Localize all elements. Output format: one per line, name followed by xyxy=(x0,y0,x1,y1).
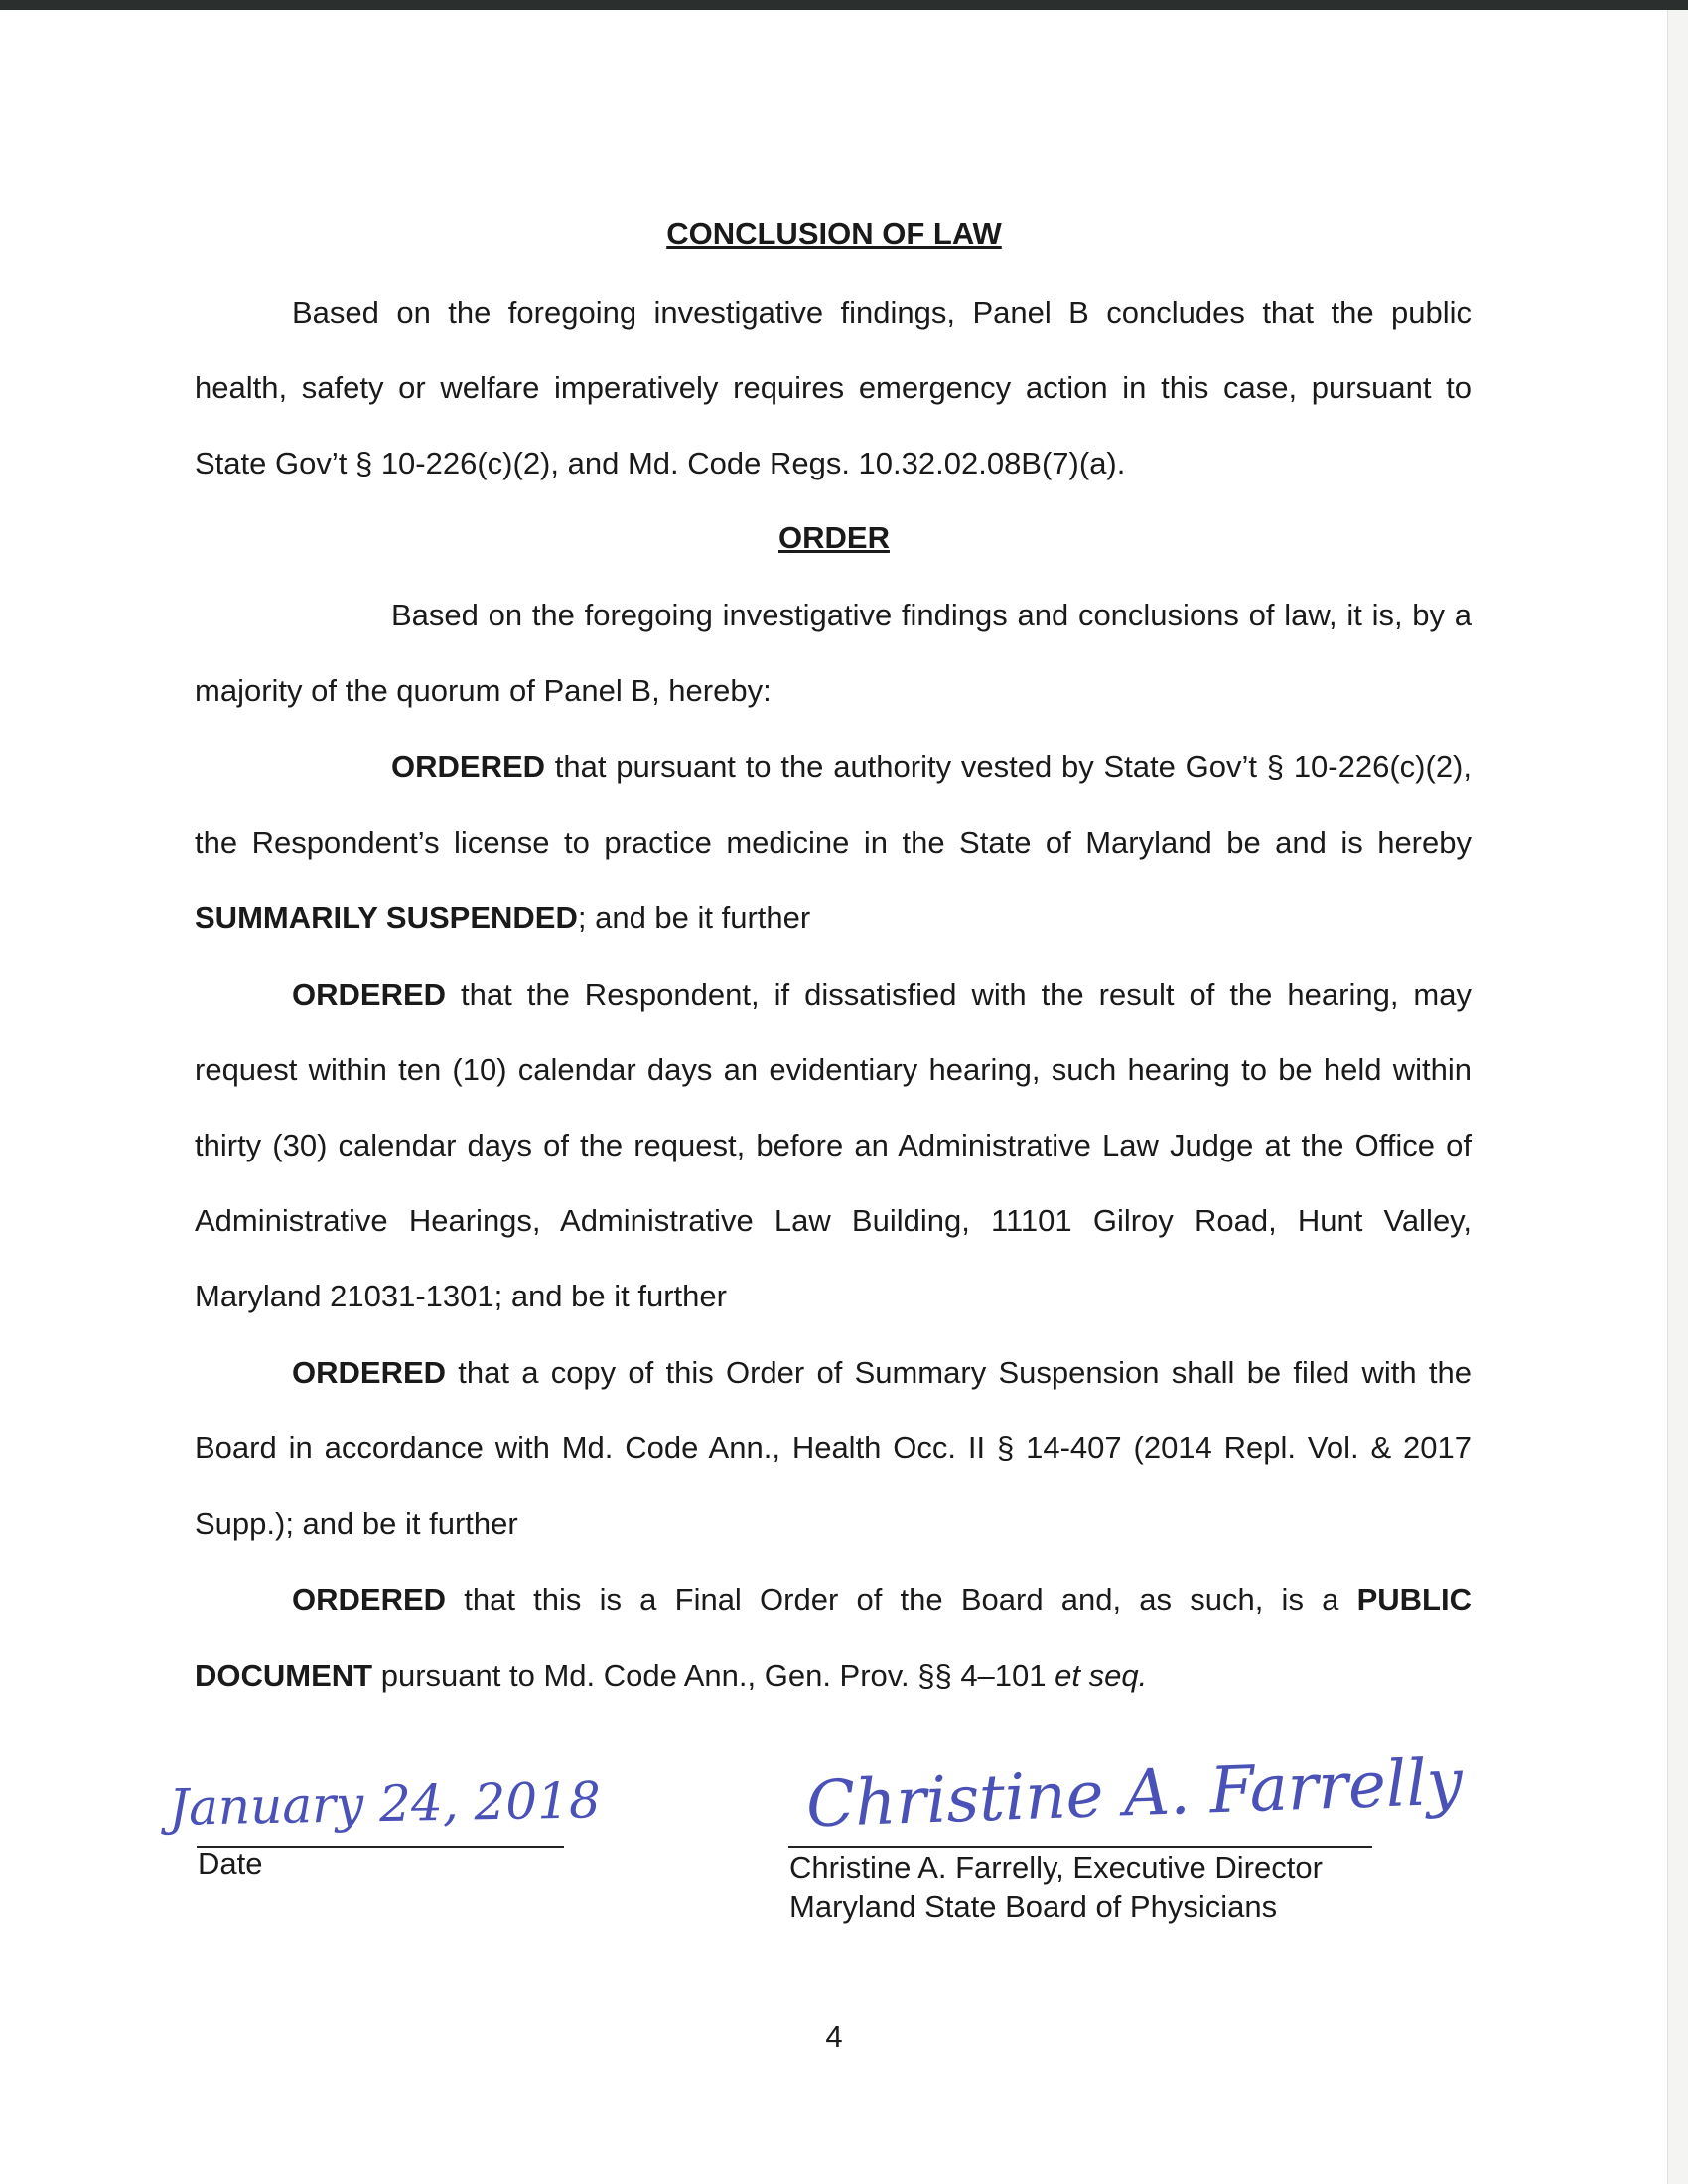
order-intro-text: Based on the foregoing investigative findings and conclusions of law, it is, by a majority of the quorum of Panel B, hereby: xyxy=(195,598,1472,708)
order-heading: ORDER xyxy=(778,520,890,555)
date-label: Date xyxy=(198,1846,263,1881)
order-4-text: that this is a Final Order of the Board and, as such, is a xyxy=(446,1582,1357,1617)
ordered-label: ORDERED xyxy=(292,1582,447,1617)
order-intro-paragraph xyxy=(195,578,1472,729)
ordered-label: ORDERED xyxy=(391,750,546,784)
signer-organization: Maryland State Board of Physicians xyxy=(789,1889,1278,1924)
order-2-text: that the Respondent, if dissatisfied with the result of the hearing, may request within ten (10) calendar days an evidentiary hearing, such hearing to be held within thirty (30) calendar days of the request, before an Administrative Law Judge at the Office of Administrative Hearings, Administrative Law Building, 11101 Gilroy Road, Hunt Valley, Maryland 21031-1301; and be it further xyxy=(195,977,1472,1313)
order-paragraph-3 xyxy=(195,1335,1472,1562)
order-3-text: that a copy of this Order of Summary Suspension shall be filed with the Board in accordance with Md. Code Ann., Health Occ. II § 14-407 (2014 Repl. Vol. & 2017 Supp.); and be it further xyxy=(195,1355,1472,1541)
conclusion-text: Based on the foregoing investigative findings, Panel B concludes that the public health, safety or welfare imperatively requires emergency action in this case, pursuant to State Gov’t § 10-226(c)(2), and Md. Code Regs. 10.32.02.08B(7)(a). xyxy=(195,295,1472,480)
summarily-suspended: SUMMARILY SUSPENDED xyxy=(195,900,578,935)
order-1-tail: ; and be it further xyxy=(577,900,811,935)
order-1-text: that pursuant to the authority vested by State Gov’t § 10-226(c)(2), the Respondent’s license to practice medicine in the State of Maryland be and is hereby xyxy=(195,750,1472,860)
handwritten-date: January 24, 2018 xyxy=(168,1771,602,1837)
ordered-label: ORDERED xyxy=(292,977,447,1012)
public-document: PUBLIC DOCUMENT xyxy=(195,1582,1472,1693)
scan-right-edge xyxy=(1667,10,1688,2184)
order-4-tail: pursuant to Md. Code Ann., Gen. Prov. §§ 4–101 xyxy=(372,1658,1055,1693)
et-seq: et seq. xyxy=(1055,1658,1148,1693)
order-paragraph-4 xyxy=(195,1563,1472,1713)
signer-name-title: Christine A. Farrelly, Executive Director xyxy=(789,1850,1323,1885)
conclusion-paragraph xyxy=(195,275,1472,501)
scan-top-border xyxy=(0,0,1688,10)
order-paragraph-2 xyxy=(195,957,1472,1334)
ordered-label: ORDERED xyxy=(292,1355,447,1390)
page-number: 4 xyxy=(825,2019,843,2054)
handwritten-signature: Christine A. Farrelly xyxy=(804,1745,1465,1843)
conclusion-of-law-heading: CONCLUSION OF LAW xyxy=(666,216,1002,251)
order-paragraph-1 xyxy=(195,730,1472,956)
